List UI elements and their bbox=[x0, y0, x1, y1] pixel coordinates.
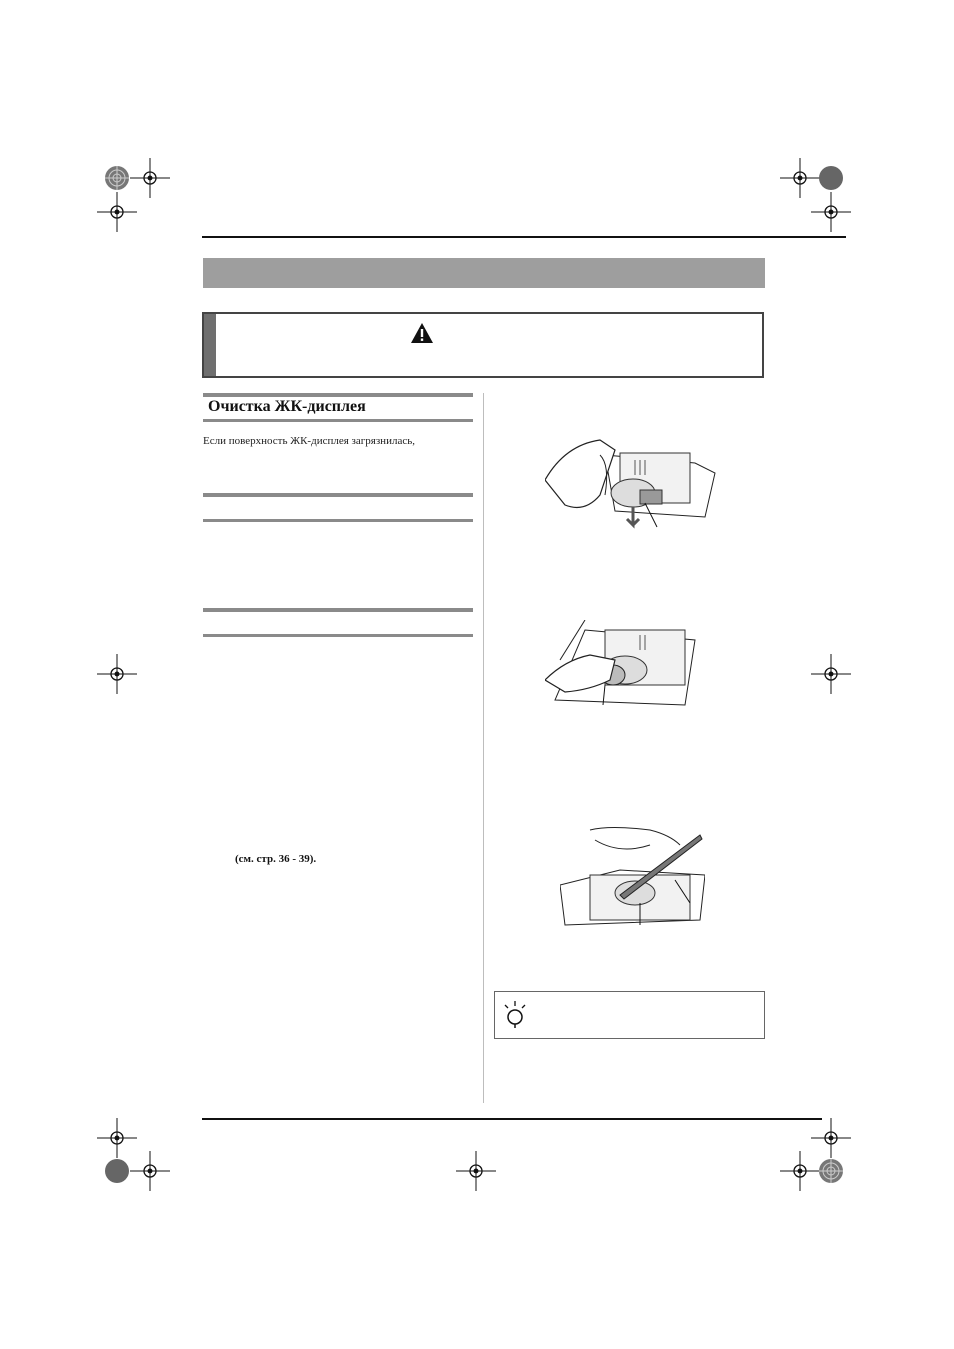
note-box bbox=[494, 991, 765, 1039]
crosshair-mark-icon bbox=[456, 1151, 496, 1191]
caution-side-bar bbox=[204, 314, 216, 376]
crosshair-mark-icon bbox=[811, 654, 851, 694]
header-rule bbox=[202, 236, 846, 238]
lightbulb-note-icon bbox=[500, 998, 530, 1030]
caution-box bbox=[202, 312, 764, 378]
chapter-banner bbox=[203, 258, 765, 288]
column-divider bbox=[483, 393, 484, 1103]
section-rule-top bbox=[203, 493, 473, 497]
crosshair-mark-icon bbox=[130, 1151, 170, 1191]
section-rule-bottom bbox=[203, 419, 473, 422]
page-reference: (см. стр. 36 - 39). bbox=[235, 853, 317, 865]
section-rule-top bbox=[203, 393, 473, 397]
registration-mark-icon bbox=[811, 1151, 851, 1191]
body-text: Если поверхность ЖК-дисплея загрязнилась, bbox=[203, 435, 415, 447]
crosshair-mark-icon bbox=[811, 192, 851, 232]
crosshair-mark-icon bbox=[97, 654, 137, 694]
warning-triangle-icon bbox=[410, 322, 434, 344]
section-rule-bottom bbox=[203, 634, 473, 637]
footer-rule bbox=[202, 1118, 822, 1120]
section-rule-bottom bbox=[203, 519, 473, 522]
section-title: Очистка ЖК-дисплея bbox=[208, 398, 366, 415]
crosshair-mark-icon bbox=[97, 192, 137, 232]
needle-plate-cover-removal-illustration bbox=[545, 435, 720, 540]
bobbin-case-removal-illustration bbox=[545, 620, 705, 710]
section-rule-top bbox=[203, 608, 473, 612]
brush-cleaning-illustration bbox=[560, 825, 705, 930]
